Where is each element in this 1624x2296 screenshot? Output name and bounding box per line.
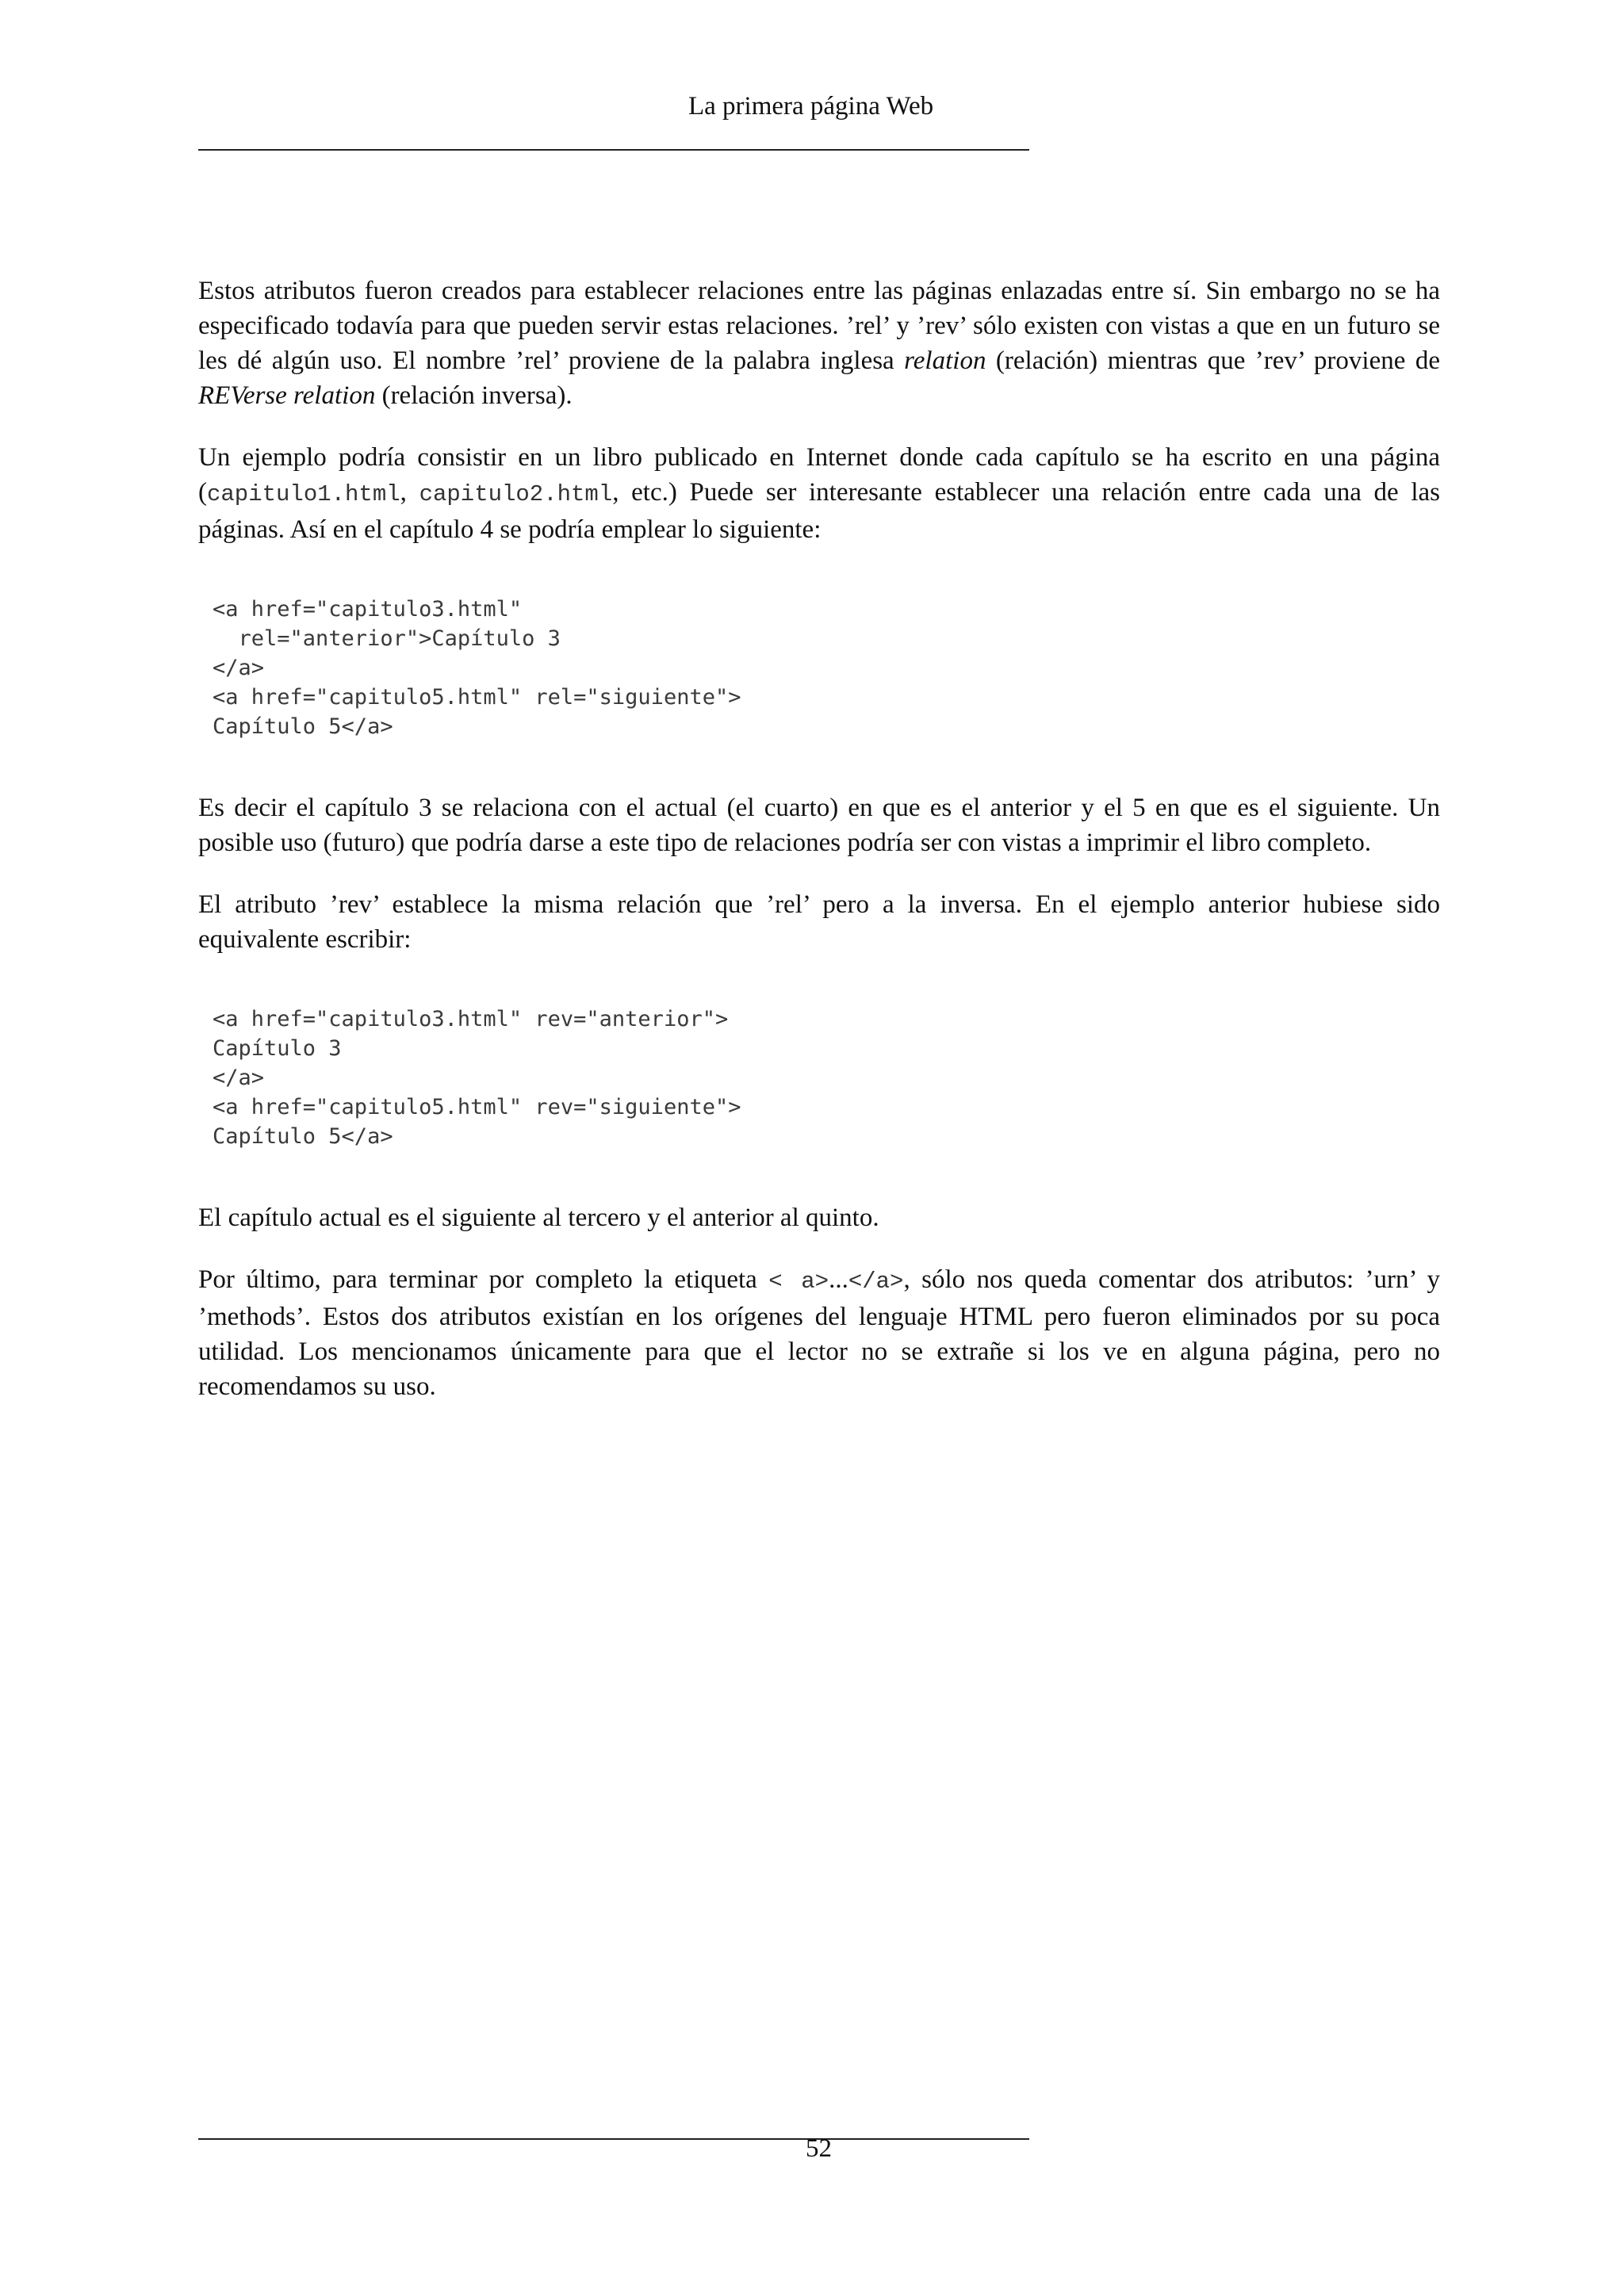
paragraph-book-example [198, 440, 1440, 547]
paragraph-text: , sólo nos queda comentar dos atributos: ’urn’ y ’methods’. Estos dos atributos existían en los orígenes del lenguaje HTML pero fueron eliminados por su poca utilidad. Los mencionamos únicamente para que el lector no se extrañe si los ve en alguna página, pero no recomendamos su uso. [198, 1265, 1440, 1401]
page-content [198, 274, 1440, 1431]
paragraph-current-chapter: El capítulo actual es el siguiente al tercero y el anterior al quinto. [198, 1203, 879, 1232]
paragraph-rev-intro: El atributo ’rev’ establece la misma relación que ’rel’ pero a la inversa. En el ejemplo anterior hubiese sido equivalente escribir: [198, 890, 1440, 954]
footer-rule [198, 2138, 1029, 2140]
paragraph-rel-rev-intro [198, 274, 1440, 413]
italic-term-reverse-relation: REVerse relation [198, 381, 376, 410]
paragraph-text: , etc.) Puede ser interesante establecer una relación entre cada una de las páginas. Así en el capítulo 4 se podría emplear lo siguiente: [198, 478, 1441, 544]
paragraph-text: Un ejemplo podría consistir en un libro publicado en Internet donde cada capítulo se ha escrito en una página ( [198, 443, 1440, 507]
paragraph-text: ... [829, 1265, 848, 1294]
running-header-title: La primera página Web [688, 92, 934, 121]
inline-code-tag-close: </a> [848, 1269, 904, 1295]
inline-code-tag-open: < a> [768, 1269, 829, 1295]
paragraph-text: Por último, para terminar por completo la etiqueta [198, 1265, 769, 1294]
paragraph-text: (relación inversa). [375, 381, 573, 410]
paragraph-rel-explanation: Es decir el capítulo 3 se relaciona con el actual (el cuarto) en que es el anterior y el 5 en que es el siguiente. Un posible uso (futuro) que podría darse a este tipo de relaciones podría ser con vistas a imprimir el libro completo. [198, 794, 1440, 857]
code-block-rev-example: <a href="capitulo3.html" rev="anterior"> Capítulo 3 </a> <a href="capitulo5.html" rev="siguiente"> Capítulo 5</a> [213, 1007, 741, 1149]
inline-code-filename: capitulo2.html [419, 481, 613, 507]
header-rule [198, 149, 1029, 151]
paragraph-text: , [400, 478, 419, 507]
italic-term-relation: relation [904, 346, 986, 375]
paragraph-text: (relación) mientras que ’rev’ proviene de [986, 346, 1440, 375]
code-block-rel-example: <a href="capitulo3.html" rel="anterior">Capítulo 3 </a> <a href="capitulo5.html" rel="siguiente"> Capítulo 5</a> [213, 597, 741, 739]
page-number: 52 [806, 2134, 832, 2163]
paragraph-urn-methods [198, 1262, 1440, 1404]
inline-code-filename: capitulo1.html [207, 481, 400, 507]
paragraph-text: Estos atributos fueron creados para establecer relaciones entre las páginas enlazadas entre sí. Sin embargo no se ha especificado todavía para que pueden servir estas relaciones. ’rel’ y ’rev’ sólo existen con vistas a que en un futuro se les dé algún uso. El nombre ’rel’ proviene de la palabra inglesa [198, 277, 1440, 375]
